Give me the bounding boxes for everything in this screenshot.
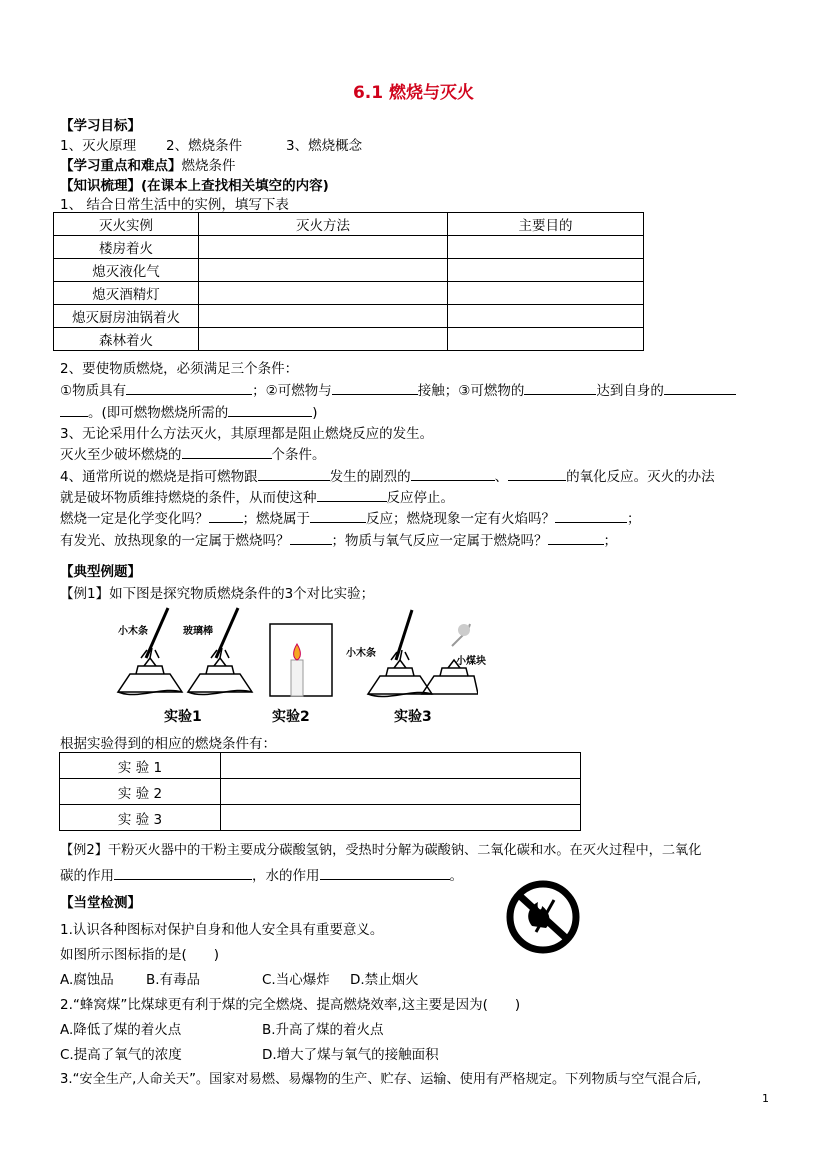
q3-text-part: 灭火至少破坏燃烧的 xyxy=(60,447,182,463)
answer-cell[interactable] xyxy=(199,282,448,305)
table-cell: 熄灭酒精灯 xyxy=(54,282,199,305)
q1-text: 1、 结合日常生活中的实例，填写下表 xyxy=(60,197,289,213)
blank[interactable] xyxy=(555,508,627,523)
figure-label: 小煤块 xyxy=(456,656,486,667)
c1-line1: 1.认识各种图标对保护自身和他人安全具有重要意义。 xyxy=(60,922,384,938)
q2-text-part: 。(即可燃物燃烧所需的 xyxy=(88,405,229,421)
table-header: 灭火实例 xyxy=(54,213,199,236)
focus-text: 燃烧条件 xyxy=(181,158,236,174)
table-cell: 实 验 2 xyxy=(60,779,221,805)
alcohol-lamp-icon xyxy=(368,650,432,697)
page-title: 6.1 燃烧与灭火 xyxy=(352,83,475,103)
answer-cell[interactable] xyxy=(199,259,448,282)
option: A.腐蚀品 xyxy=(60,972,114,988)
q2-line1 xyxy=(60,379,736,399)
table-header: 灭火方法 xyxy=(199,213,448,236)
q4-text-part: ； xyxy=(603,533,617,549)
blank[interactable] xyxy=(317,487,387,502)
option: C.提高了氧气的浓度 xyxy=(60,1047,182,1063)
table-row xyxy=(60,779,581,805)
q2-text-part: 达到自身的 xyxy=(596,383,664,399)
answer-cell[interactable] xyxy=(448,328,644,351)
goal-1: 1、灭火原理 xyxy=(60,138,137,154)
ex2-text-part: ，水的作用 xyxy=(252,868,320,884)
q4-text-part: 4、通常所说的燃烧是指可燃物跟 xyxy=(60,469,258,485)
q4-text-part: 有发光、放热现象的一定属于燃烧吗？ xyxy=(60,533,290,549)
q4-line3 xyxy=(60,507,641,527)
answer-cell[interactable] xyxy=(448,305,644,328)
blank[interactable] xyxy=(228,402,312,417)
q4-line2 xyxy=(60,486,454,506)
ex2-text-part: 。 xyxy=(449,868,463,884)
table-cell: 熄灭液化气 xyxy=(54,259,199,282)
q4-text-part: 反应停止。 xyxy=(386,490,454,506)
blank[interactable] xyxy=(126,380,252,395)
answer-cell[interactable] xyxy=(448,259,644,282)
q3-text-part: 个条件。 xyxy=(271,447,326,463)
q3-line1: 3、无论采用什么方法灭火，其原理都是阻止燃烧反应的发生。 xyxy=(60,426,434,442)
blank[interactable] xyxy=(290,530,332,545)
answer-cell[interactable] xyxy=(448,236,644,259)
blank[interactable] xyxy=(310,508,366,523)
q3-line2 xyxy=(60,443,326,463)
figure-label: 玻璃棒 xyxy=(183,626,213,637)
q2-line2 xyxy=(60,401,318,421)
page-number: 1 xyxy=(762,1092,769,1105)
q4-text-part: ； xyxy=(627,511,641,527)
wood-stick-icon xyxy=(146,608,168,658)
figure-caption: 实验3 xyxy=(394,709,432,725)
answer-cell[interactable] xyxy=(221,805,581,831)
alcohol-lamp-icon xyxy=(188,648,252,695)
table-cell: 实 验 3 xyxy=(60,805,221,831)
c3-text: 3.“安全生产,人命关天”。国家对易燃、易爆物的生产、贮存、运输、使用有严格规定。下列物质与空气混合后, xyxy=(60,1072,702,1087)
c2-text: 2.“蜂窝煤”比煤球更有利于煤的完全燃烧、提高燃烧效率,这主要是因为( ) xyxy=(60,997,521,1013)
table-cell: 实 验 1 xyxy=(60,753,221,779)
answer-cell[interactable] xyxy=(199,328,448,351)
option: B.升高了煤的着火点 xyxy=(262,1022,384,1038)
no-fire-sign-icon xyxy=(506,880,580,954)
blank[interactable] xyxy=(508,466,566,481)
answer-cell[interactable] xyxy=(221,753,581,779)
q4-text-part: 的氧化反应。灭火的办法 xyxy=(566,469,715,485)
table-cell: 森林着火 xyxy=(54,328,199,351)
goals-heading: 【学习目标】 xyxy=(60,118,141,134)
table-row xyxy=(60,805,581,831)
wood-stick-icon xyxy=(396,610,412,660)
table-row xyxy=(54,328,644,351)
alcohol-lamp-icon xyxy=(118,648,182,695)
q2-text-part: ) xyxy=(312,405,318,421)
beaker-candle-icon xyxy=(270,624,332,696)
blank[interactable] xyxy=(548,530,604,545)
coal-icon xyxy=(458,624,470,636)
q4-line4 xyxy=(60,529,617,549)
table-cell: 熄灭厨房油锅着火 xyxy=(54,305,199,328)
table-header-row xyxy=(54,213,644,236)
table-row xyxy=(60,753,581,779)
ex1-after: 根据实验得到的相应的燃烧条件有： xyxy=(60,736,276,752)
table-cell: 楼房着火 xyxy=(54,236,199,259)
blank[interactable] xyxy=(332,380,418,395)
table-row xyxy=(54,305,644,328)
q4-line1 xyxy=(60,465,715,485)
q4-text-part: 、 xyxy=(494,469,509,485)
blank[interactable] xyxy=(258,466,330,481)
figure-caption: 实验2 xyxy=(272,709,310,725)
table-row xyxy=(54,282,644,305)
option: A.降低了煤的着火点 xyxy=(60,1022,182,1038)
answer-cell[interactable] xyxy=(448,282,644,305)
blank[interactable] xyxy=(209,508,243,523)
answer-cell[interactable] xyxy=(199,305,448,328)
ex2-text-part: 碳的作用 xyxy=(60,868,114,884)
q4-text-part: 反应；燃烧现象一定有火焰吗？ xyxy=(366,511,555,527)
knowledge-heading: 【知识梳理】(在课本上查找相关填空的内容) xyxy=(60,178,329,194)
blank[interactable] xyxy=(60,402,88,417)
blank[interactable] xyxy=(182,444,272,459)
goal-2: 2、燃烧条件 xyxy=(166,138,243,154)
table-header: 主要目的 xyxy=(448,213,644,236)
blank[interactable] xyxy=(411,466,495,481)
q2-text: 2、要使物质燃烧，必须满足三个条件： xyxy=(60,361,299,377)
ex2-line1: 【例2】干粉灭火器中的干粉主要成分碳酸氢钠，受热时分解为碳酸钠、二氧化碳和水。在灭火过程中，二氧化 xyxy=(60,843,702,858)
blank[interactable] xyxy=(114,865,252,880)
ex1-text: 【例1】如下图是探究物质燃烧条件的3个对比实验； xyxy=(60,586,375,602)
ex2-line2 xyxy=(60,864,463,884)
table-row xyxy=(54,259,644,282)
glass-rod-icon xyxy=(216,608,238,658)
blank[interactable] xyxy=(664,380,736,395)
q4-text-part: ；燃烧属于 xyxy=(242,511,310,527)
q2-text-part: ；②可燃物与 xyxy=(252,383,332,399)
answer-cell[interactable] xyxy=(221,779,581,805)
answer-cell[interactable] xyxy=(199,236,448,259)
option: B.有毒品 xyxy=(146,972,201,988)
focus-line xyxy=(60,154,236,174)
q4-text-part: 就是破坏物质维持燃烧的条件，从而使这种 xyxy=(60,490,317,506)
q2-text-part: ①物质具有 xyxy=(60,383,127,399)
examples-heading: 【典型例题】 xyxy=(60,564,141,580)
blank[interactable] xyxy=(320,865,450,880)
q4-text-part: 发生的剧烈的 xyxy=(329,469,411,485)
blank[interactable] xyxy=(524,380,596,395)
q2-text-part: 接触；③可燃物的 xyxy=(417,383,525,399)
c1-line2: 如图所示图标指的是( ) xyxy=(60,947,220,963)
table-experiments xyxy=(59,752,581,831)
goal-3: 3、燃烧概念 xyxy=(286,138,363,154)
figure-label: 小木条 xyxy=(346,648,376,659)
q4-text-part: 燃烧一定是化学变化吗？ xyxy=(60,511,209,527)
table-row xyxy=(54,236,644,259)
option: D.禁止烟火 xyxy=(350,972,419,988)
option: D.增大了煤与氧气的接触面积 xyxy=(262,1047,439,1063)
focus-heading: 【学习重点和难点】 xyxy=(60,158,182,174)
figure-label: 小木条 xyxy=(118,626,148,637)
table-extinguish xyxy=(53,212,644,351)
figure-caption: 实验1 xyxy=(164,709,202,725)
option: C.当心爆炸 xyxy=(262,972,330,988)
check-heading: 【当堂检测】 xyxy=(60,895,141,911)
q4-text-part: ；物质与氧气反应一定属于燃烧吗？ xyxy=(331,533,548,549)
